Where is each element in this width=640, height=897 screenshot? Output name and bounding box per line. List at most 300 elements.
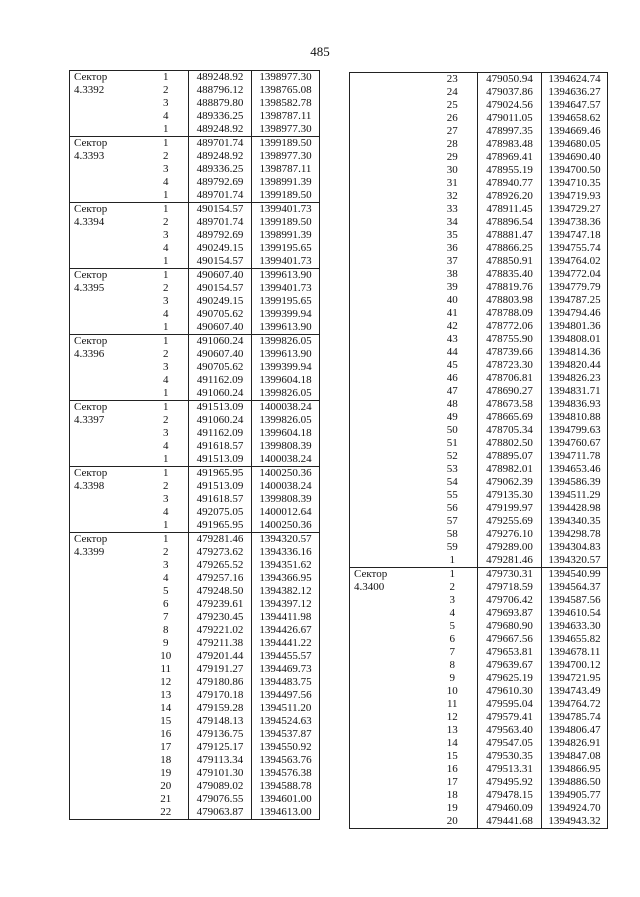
point-number: 4 xyxy=(163,110,169,122)
coordinate-row xyxy=(70,767,320,780)
coordinate-row xyxy=(350,750,608,763)
coordinate-x: 478911.45 xyxy=(478,203,542,216)
coordinate-x: 491965.95 xyxy=(189,467,252,481)
coordinate-row xyxy=(70,519,320,533)
point-number: 3 xyxy=(163,559,169,571)
coordinate-row xyxy=(350,398,608,411)
coordinate-row xyxy=(70,110,320,123)
coordinate-row xyxy=(350,607,608,620)
coordinate-row xyxy=(350,359,608,372)
coordinate-x: 478705.34 xyxy=(478,424,542,437)
coordinate-row xyxy=(350,125,608,138)
coordinate-y: 1394455.57 xyxy=(252,650,320,663)
sector-label: 4.3394 xyxy=(70,216,144,229)
sector-label xyxy=(350,307,428,320)
point-number: 4 xyxy=(449,607,455,619)
coordinate-row xyxy=(70,123,320,137)
coordinate-y: 1394658.62 xyxy=(542,112,608,125)
sector-label xyxy=(70,702,144,715)
point-number: 53 xyxy=(446,463,458,475)
coordinate-row xyxy=(350,776,608,789)
coordinate-x: 479248.50 xyxy=(189,585,252,598)
coordinate-x: 479148.13 xyxy=(189,715,252,728)
coordinate-x: 479667.56 xyxy=(478,633,542,646)
coordinate-row xyxy=(70,348,320,361)
coordinate-y: 1394924.70 xyxy=(542,802,608,815)
coordinate-y: 1394779.79 xyxy=(542,281,608,294)
coordinate-x: 478926.20 xyxy=(478,190,542,203)
point-number: 1 xyxy=(144,269,189,283)
coordinate-x: 478819.76 xyxy=(478,281,542,294)
point-number: 1 xyxy=(163,387,169,399)
point-number: 1 xyxy=(449,554,455,566)
coordinate-row xyxy=(70,741,320,754)
coordinate-row xyxy=(350,255,608,268)
sector-label xyxy=(350,216,428,229)
point-number: 1 xyxy=(144,533,189,547)
coordinate-y: 1399808.39 xyxy=(252,440,320,453)
coordinate-y: 1394721.95 xyxy=(542,672,608,685)
sector-label xyxy=(70,123,144,137)
point-number: 24 xyxy=(446,86,458,98)
sector-label xyxy=(70,387,144,401)
coordinate-y: 1399826.05 xyxy=(252,387,320,401)
coordinate-x: 491618.57 xyxy=(189,440,252,453)
coordinate-row xyxy=(350,515,608,528)
coordinate-row xyxy=(70,176,320,189)
page-number: 485 xyxy=(310,44,330,59)
point-number: 19 xyxy=(160,767,172,779)
coordinate-x: 478850.91 xyxy=(478,255,542,268)
coordinate-x: 490607.40 xyxy=(189,348,252,361)
sector-label: 4.3399 xyxy=(70,546,144,559)
coordinate-row xyxy=(70,427,320,440)
coordinate-y: 1394397.12 xyxy=(252,598,320,611)
coordinate-x: 479718.59 xyxy=(478,581,542,594)
coordinate-y: 1398977.30 xyxy=(252,150,320,163)
coordinate-x: 479495.92 xyxy=(478,776,542,789)
coordinate-x: 478896.54 xyxy=(478,216,542,229)
point-number: 1 xyxy=(163,255,169,267)
coordinate-row xyxy=(350,411,608,424)
sector-label xyxy=(350,815,428,829)
sector-label xyxy=(70,110,144,123)
point-number: 55 xyxy=(446,489,458,501)
point-number: 17 xyxy=(446,776,458,788)
coordinate-x: 479547.05 xyxy=(478,737,542,750)
coordinate-row xyxy=(70,414,320,427)
coordinate-row xyxy=(350,685,608,698)
sector-label: 4.3392 xyxy=(70,84,144,97)
point-number: 47 xyxy=(446,385,458,397)
coordinate-x: 491060.24 xyxy=(189,387,252,401)
coordinate-x: 479460.09 xyxy=(478,802,542,815)
point-number: 4 xyxy=(163,374,169,386)
sector-label xyxy=(350,359,428,372)
coordinate-x: 479037.86 xyxy=(478,86,542,99)
sector-label xyxy=(350,750,428,763)
sector-label xyxy=(350,346,428,359)
sector-label xyxy=(350,320,428,333)
sector-label: Сектор xyxy=(70,203,144,217)
coordinate-x: 479255.69 xyxy=(478,515,542,528)
coordinate-y: 1394747.18 xyxy=(542,229,608,242)
coordinate-row xyxy=(70,715,320,728)
coordinate-row xyxy=(70,598,320,611)
point-number: 6 xyxy=(449,633,455,645)
coordinate-row xyxy=(70,137,320,151)
coordinate-row xyxy=(70,216,320,229)
coordinate-row xyxy=(70,506,320,519)
coordinate-row xyxy=(70,295,320,308)
point-number: 20 xyxy=(160,780,172,792)
coordinate-y: 1394787.25 xyxy=(542,294,608,307)
sector-label: Сектор xyxy=(70,137,144,151)
coordinate-row xyxy=(350,711,608,724)
coordinate-y: 1394336.16 xyxy=(252,546,320,559)
coordinate-x: 478739.66 xyxy=(478,346,542,359)
coordinate-y: 1400012.64 xyxy=(252,506,320,519)
coordinate-row xyxy=(350,203,608,216)
point-number: 8 xyxy=(449,659,455,671)
coordinate-x: 491513.09 xyxy=(189,401,252,415)
coordinate-y: 1400038.24 xyxy=(252,480,320,493)
coordinate-y: 1394411.98 xyxy=(252,611,320,624)
coordinate-x: 479653.81 xyxy=(478,646,542,659)
coordinate-y: 1399826.05 xyxy=(252,414,320,427)
coordinate-row xyxy=(350,463,608,476)
point-number: 4 xyxy=(163,506,169,518)
coordinate-x: 479273.62 xyxy=(189,546,252,559)
sector-label xyxy=(350,776,428,789)
coordinate-x: 479289.00 xyxy=(478,541,542,554)
coordinate-row xyxy=(350,568,608,582)
coordinate-y: 1394511.29 xyxy=(542,489,608,502)
coordinate-x: 489792.69 xyxy=(189,229,252,242)
coordinate-row xyxy=(350,385,608,398)
sector-label xyxy=(350,802,428,815)
sector-label xyxy=(350,659,428,672)
point-number: 5 xyxy=(449,620,455,632)
sector-label xyxy=(350,633,428,646)
coordinate-row xyxy=(350,724,608,737)
coordinate-row xyxy=(70,282,320,295)
coordinate-y: 1394636.27 xyxy=(542,86,608,99)
coordinate-x: 489701.74 xyxy=(189,216,252,229)
coordinate-y: 1394610.54 xyxy=(542,607,608,620)
sector-label xyxy=(70,663,144,676)
point-number: 1 xyxy=(144,467,189,481)
coordinate-row xyxy=(70,308,320,321)
sector-label xyxy=(350,86,428,99)
sector-label xyxy=(70,163,144,176)
coordinate-x: 479135.30 xyxy=(478,489,542,502)
coordinate-y: 1394550.92 xyxy=(252,741,320,754)
sector-label xyxy=(350,463,428,476)
sector-label xyxy=(70,97,144,110)
coordinate-row xyxy=(350,594,608,607)
coordinate-x: 479281.46 xyxy=(478,554,542,568)
coordinate-row xyxy=(70,637,320,650)
coordinate-y: 1399826.05 xyxy=(252,335,320,349)
coordinate-row xyxy=(70,689,320,702)
coordinate-x: 479063.87 xyxy=(189,806,252,820)
coordinate-x: 479062.39 xyxy=(478,476,542,489)
coordinate-x: 490154.57 xyxy=(189,203,252,217)
coordinate-row xyxy=(350,177,608,190)
sector-label xyxy=(350,255,428,268)
coordinate-y: 1394710.35 xyxy=(542,177,608,190)
coordinate-y: 1394524.63 xyxy=(252,715,320,728)
point-number: 30 xyxy=(446,164,458,176)
coordinate-y: 1394799.63 xyxy=(542,424,608,437)
point-number: 29 xyxy=(446,151,458,163)
coordinate-y: 1400038.24 xyxy=(252,401,320,415)
coordinate-x: 489336.25 xyxy=(189,110,252,123)
point-number: 3 xyxy=(163,493,169,505)
point-number: 20 xyxy=(428,815,478,829)
coordinate-x: 491513.09 xyxy=(189,453,252,467)
point-number: 11 xyxy=(160,663,172,675)
coordinate-y: 1394586.39 xyxy=(542,476,608,489)
point-number: 15 xyxy=(160,715,172,727)
coordinate-y: 1394655.82 xyxy=(542,633,608,646)
point-number: 3 xyxy=(163,97,169,109)
coordinate-y: 1394808.01 xyxy=(542,333,608,346)
coordinate-x: 479625.19 xyxy=(478,672,542,685)
coordinate-row xyxy=(70,440,320,453)
coordinate-x: 479170.18 xyxy=(189,689,252,702)
point-number: 1 xyxy=(144,71,189,85)
sector-label: 4.3395 xyxy=(70,282,144,295)
point-number: 18 xyxy=(446,789,458,801)
coordinate-x: 478997.35 xyxy=(478,125,542,138)
sector-label xyxy=(350,646,428,659)
sector-label xyxy=(70,506,144,519)
coordinate-x: 479563.40 xyxy=(478,724,542,737)
coordinate-x: 479639.67 xyxy=(478,659,542,672)
point-number: 51 xyxy=(446,437,458,449)
point-number: 11 xyxy=(446,698,458,710)
coordinate-row xyxy=(70,189,320,203)
point-number: 3 xyxy=(163,229,169,241)
coordinate-row xyxy=(70,374,320,387)
point-number: 19 xyxy=(446,802,458,814)
coordinate-row xyxy=(350,646,608,659)
point-number: 2 xyxy=(163,282,169,294)
coordinate-y: 1394483.75 xyxy=(252,676,320,689)
coordinate-y: 1394511.20 xyxy=(252,702,320,715)
coordinate-y: 1394700.12 xyxy=(542,659,608,672)
coordinate-row xyxy=(350,763,608,776)
coordinate-row xyxy=(350,112,608,125)
coordinate-y: 1394320.57 xyxy=(542,554,608,568)
coordinate-y: 1394755.74 xyxy=(542,242,608,255)
coordinate-y: 1394810.88 xyxy=(542,411,608,424)
coordinate-row xyxy=(350,333,608,346)
point-number: 3 xyxy=(449,594,455,606)
coordinate-x: 478895.07 xyxy=(478,450,542,463)
coordinate-row xyxy=(70,335,320,349)
point-number: 40 xyxy=(446,294,458,306)
coordinate-x: 492075.05 xyxy=(189,506,252,519)
coordinate-x: 478940.77 xyxy=(478,177,542,190)
point-number: 6 xyxy=(163,598,169,610)
coordinate-x: 490705.62 xyxy=(189,308,252,321)
coordinate-x: 479610.30 xyxy=(478,685,542,698)
point-number: 10 xyxy=(160,650,172,662)
point-number: 12 xyxy=(446,711,458,723)
point-number: 42 xyxy=(446,320,458,332)
coordinate-row xyxy=(70,229,320,242)
sector-label: Сектор xyxy=(70,71,144,85)
coordinate-row xyxy=(350,659,608,672)
sector-label xyxy=(70,242,144,255)
point-number: 1 xyxy=(144,401,189,415)
coordinate-row xyxy=(350,620,608,633)
point-number: 49 xyxy=(446,411,458,423)
sector-label xyxy=(350,242,428,255)
coordinate-y: 1394729.27 xyxy=(542,203,608,216)
sector-label xyxy=(350,138,428,151)
point-number: 1 xyxy=(144,335,189,349)
coordinate-x: 479595.04 xyxy=(478,698,542,711)
coordinate-x: 479478.15 xyxy=(478,789,542,802)
point-number: 3 xyxy=(163,163,169,175)
coordinate-x: 489792.69 xyxy=(189,176,252,189)
point-number: 2 xyxy=(163,84,169,96)
coordinate-y: 1394497.56 xyxy=(252,689,320,702)
coordinate-row xyxy=(350,281,608,294)
sector-label xyxy=(70,715,144,728)
point-number: 1 xyxy=(163,453,169,465)
coordinate-x: 479201.44 xyxy=(189,650,252,663)
point-number: 41 xyxy=(446,307,458,319)
sector-label xyxy=(350,281,428,294)
point-number: 1 xyxy=(163,519,169,531)
point-number: 1 xyxy=(163,123,169,135)
point-number: 4 xyxy=(163,308,169,320)
coordinate-x: 479680.90 xyxy=(478,620,542,633)
coordinate-row xyxy=(350,476,608,489)
point-number: 33 xyxy=(446,203,458,215)
coordinate-row xyxy=(350,164,608,177)
coordinate-row xyxy=(70,269,320,283)
coordinate-x: 479730.31 xyxy=(478,568,542,582)
coordinate-x: 479265.52 xyxy=(189,559,252,572)
coordinate-y: 1394669.46 xyxy=(542,125,608,138)
point-number: 2 xyxy=(163,150,169,162)
sector-label xyxy=(350,541,428,554)
coordinate-row xyxy=(70,780,320,793)
point-number: 4 xyxy=(163,176,169,188)
point-number: 2 xyxy=(163,348,169,360)
point-number: 28 xyxy=(446,138,458,150)
sector-label xyxy=(350,112,428,125)
coordinate-x: 478969.41 xyxy=(478,151,542,164)
coordinate-x: 479011.05 xyxy=(478,112,542,125)
point-number: 9 xyxy=(449,672,455,684)
coordinate-x: 491060.24 xyxy=(189,414,252,427)
coordinate-row xyxy=(70,242,320,255)
coordinate-row xyxy=(70,663,320,676)
coordinate-row xyxy=(350,242,608,255)
sector-label xyxy=(350,411,428,424)
coordinate-x: 478802.50 xyxy=(478,437,542,450)
sector-label xyxy=(70,611,144,624)
sector-label xyxy=(350,724,428,737)
coordinate-x: 479441.68 xyxy=(478,815,542,829)
point-number: 14 xyxy=(160,702,172,714)
coordinate-row xyxy=(70,387,320,401)
point-number: 13 xyxy=(446,724,458,736)
point-number: 44 xyxy=(446,346,458,358)
sector-label xyxy=(350,125,428,138)
coordinate-y: 1394905.77 xyxy=(542,789,608,802)
coordinate-row xyxy=(350,190,608,203)
coordinate-y: 1394831.71 xyxy=(542,385,608,398)
coordinate-y: 1394794.46 xyxy=(542,307,608,320)
coordinate-x: 479706.42 xyxy=(478,594,542,607)
coordinate-row xyxy=(70,84,320,97)
coordinate-y: 1394320.57 xyxy=(252,533,320,547)
coordinate-x: 478955.19 xyxy=(478,164,542,177)
coordinate-y: 1398787.11 xyxy=(252,163,320,176)
coordinate-x: 479024.56 xyxy=(478,99,542,112)
coordinate-y: 1394441.22 xyxy=(252,637,320,650)
sector-label: 4.3398 xyxy=(70,480,144,493)
point-number: 27 xyxy=(446,125,458,137)
coordinate-y: 1398991.39 xyxy=(252,229,320,242)
coordinate-row xyxy=(70,676,320,689)
coordinate-x: 478866.25 xyxy=(478,242,542,255)
coordinate-y: 1399195.65 xyxy=(252,242,320,255)
coordinate-row xyxy=(70,702,320,715)
sector-label xyxy=(350,398,428,411)
coordinate-row xyxy=(70,624,320,637)
coordinate-y: 1399401.73 xyxy=(252,203,320,217)
coordinate-row xyxy=(350,268,608,281)
coordinate-y: 1399401.73 xyxy=(252,282,320,295)
coordinate-y: 1394469.73 xyxy=(252,663,320,676)
point-number: 14 xyxy=(446,737,458,749)
coordinate-y: 1394653.46 xyxy=(542,463,608,476)
point-number: 22 xyxy=(144,806,189,820)
coordinate-x: 490607.40 xyxy=(189,321,252,335)
coordinate-row xyxy=(350,489,608,502)
coordinate-y: 1398991.39 xyxy=(252,176,320,189)
coordinate-y: 1394382.12 xyxy=(252,585,320,598)
point-number: 3 xyxy=(163,361,169,373)
point-number: 16 xyxy=(160,728,172,740)
coordinate-row xyxy=(350,528,608,541)
point-number: 39 xyxy=(446,281,458,293)
coordinate-x: 479076.55 xyxy=(189,793,252,806)
coordinate-x: 478665.69 xyxy=(478,411,542,424)
coordinate-row xyxy=(70,559,320,572)
coordinate-row xyxy=(350,138,608,151)
coordinate-y: 1394760.67 xyxy=(542,437,608,450)
sector-label xyxy=(70,741,144,754)
sector-label xyxy=(350,177,428,190)
coordinate-y: 1394563.76 xyxy=(252,754,320,767)
coordinate-x: 479579.41 xyxy=(478,711,542,724)
point-number: 3 xyxy=(163,427,169,439)
coordinate-y: 1400250.36 xyxy=(252,467,320,481)
sector-label: Сектор xyxy=(70,335,144,349)
coordinate-x: 478673.58 xyxy=(478,398,542,411)
coordinate-row xyxy=(350,73,608,87)
